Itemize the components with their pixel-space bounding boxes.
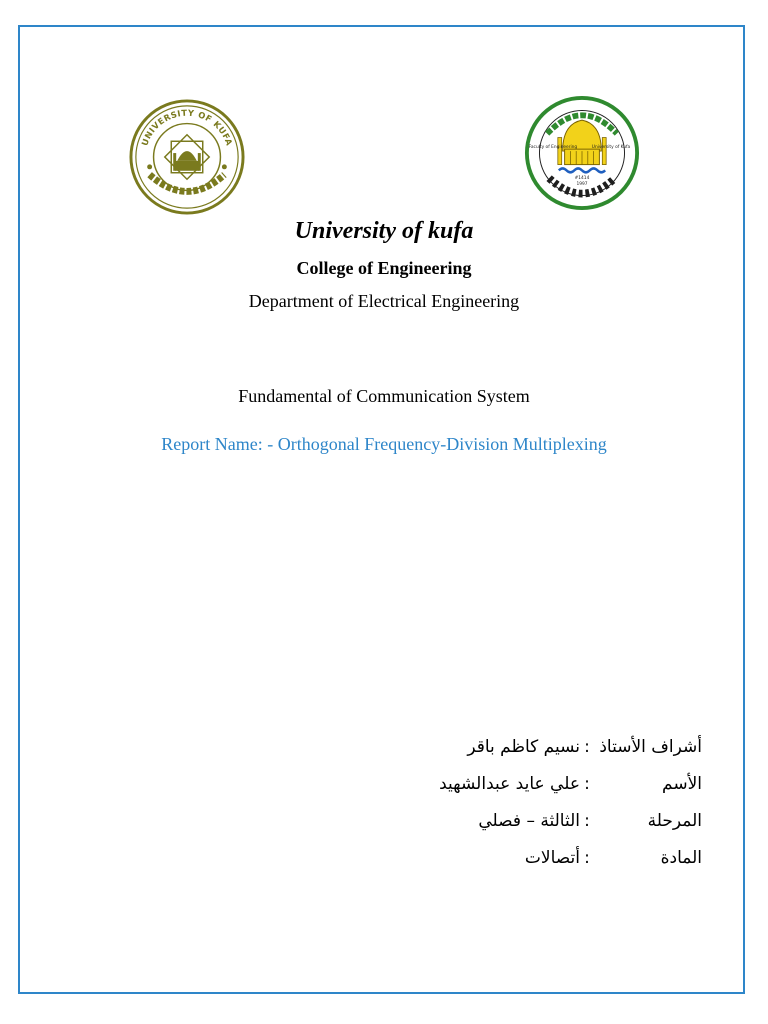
university-title: University of kufa: [294, 218, 474, 244]
faculty-of-engineering-seal-logo: [524, 94, 640, 212]
info-label: أشراف الأستاذ: [599, 736, 702, 757]
department-name: Department of Electrical Engineering: [248, 291, 520, 311]
svg-text:#1414: #1414: [574, 176, 590, 182]
university-of-kufa-seal-logo: [128, 98, 246, 216]
info-label: الأسم: [662, 773, 702, 794]
student-info-table: [380, 728, 702, 876]
info-colon: :: [584, 736, 590, 757]
college-name: College of Engineering: [296, 258, 472, 278]
svg-text:UNIVERSITY OF KUFA: UNIVERSITY OF KUFA: [139, 107, 235, 148]
svg-text:University of Kufa: University of Kufa: [591, 145, 631, 151]
info-colon: :: [584, 847, 590, 868]
info-label: المرحلة: [647, 810, 702, 831]
info-colon: :: [584, 773, 590, 794]
course-subject: Fundamental of Communication System: [238, 386, 530, 406]
info-label: المادة: [660, 847, 702, 868]
info-value: الثالثة – فصلي: [478, 810, 580, 831]
info-row-name: [380, 765, 702, 802]
report-name: Report Name: - Orthogonal Frequency-Division Multiplexing: [161, 434, 607, 454]
svg-text:Faculty of Engineering: Faculty of Engineering: [528, 145, 578, 151]
info-row-supervisor: [380, 728, 702, 765]
info-value: علي عايد عبدالشهيد: [439, 773, 580, 794]
info-row-stage: [380, 802, 702, 839]
info-value: أتصالات: [524, 847, 580, 868]
info-value: نسيم كاظم باقر: [467, 736, 580, 757]
info-row-subject: [380, 839, 702, 876]
info-colon: :: [584, 810, 590, 831]
svg-text:1997: 1997: [576, 181, 588, 187]
